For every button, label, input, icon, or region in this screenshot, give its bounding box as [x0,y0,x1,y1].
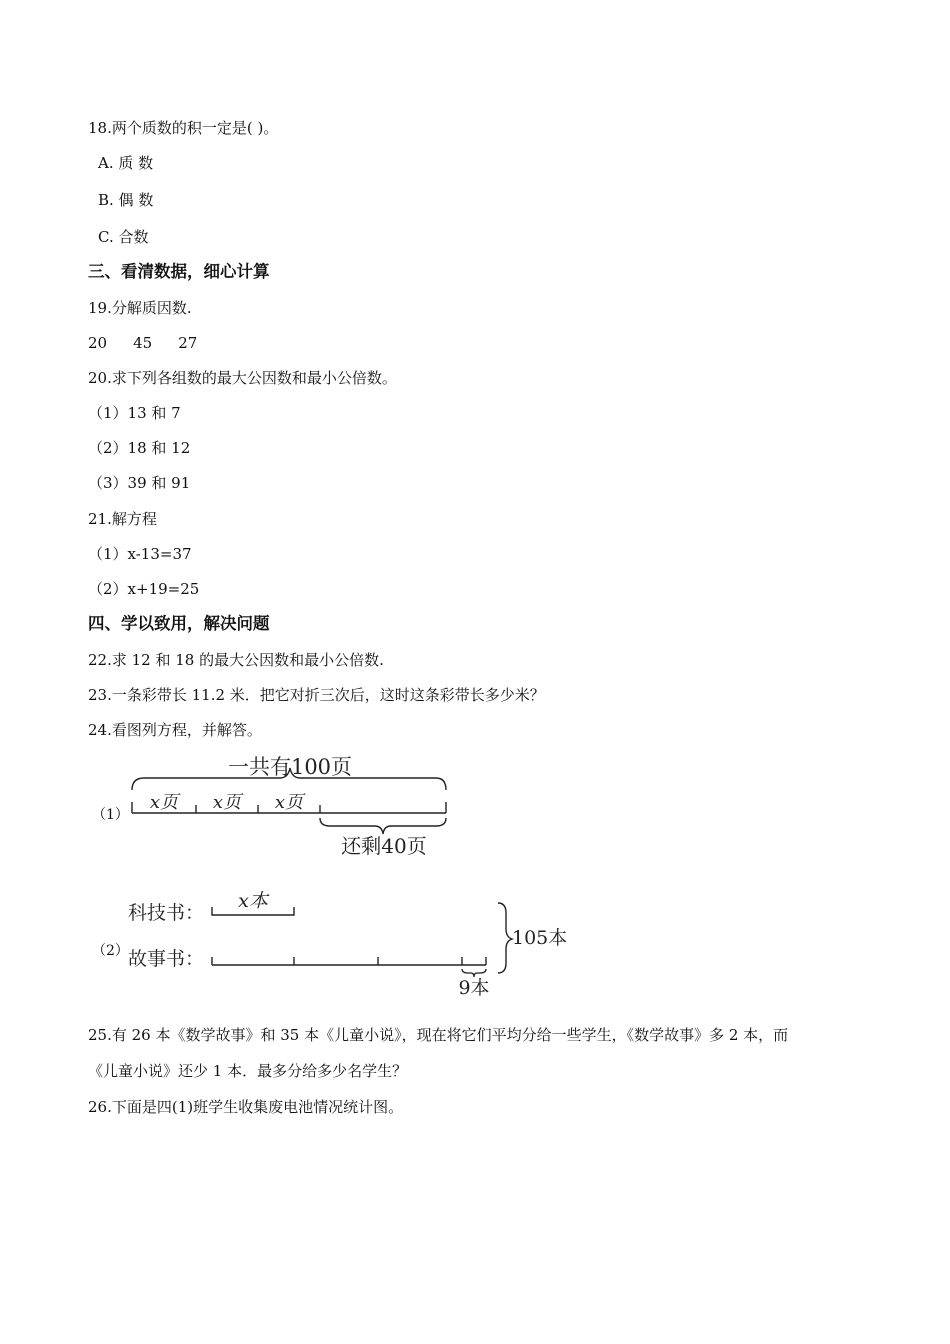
q18-option-c: C. 合数 [98,228,149,246]
q21-item-2: （2）x+19=25 [88,580,200,598]
q19-stem: 19.分解质因数. [88,299,192,317]
q19-number: 45 [133,334,153,352]
segment-label: x页 [274,792,304,813]
row1-value: x本 [238,890,268,912]
diagram-2 [120,885,580,1000]
section-3-title: 三、看清数据，细心计算 [88,262,270,281]
q20-item-3: （3）39 和 91 [88,474,191,492]
total-label: 105本 [512,927,568,949]
q18-stem: 18.两个质数的积一定是( )。 [88,119,279,137]
q19-numbers [88,333,223,353]
diagram-1-label: （1） [92,807,129,823]
q23-stem: 23.一条彩带长 11.2 米．把它对折三次后，这时这条彩带长多少米？ [88,686,545,704]
section-4-title: 四、学以致用，解决问题 [88,614,270,633]
q21-item-1: （1）x-13=37 [88,545,192,563]
q20-stem: 20.求下列各组数的最大公因数和最小公倍数。 [88,369,397,387]
row2-label: 故事书： [128,948,205,970]
row1-label: 科技书： [128,902,205,924]
q18-option-a: A. 质 数 [98,154,154,172]
q19-number: 20 [88,334,108,352]
q19-number: 27 [178,334,198,352]
extra-label: 9本 [458,977,490,999]
q20-item-2: （2）18 和 12 [88,439,191,457]
remaining-label: 还剩40页 [341,834,427,858]
total-brace [498,903,512,973]
q22-stem: 22.求 12 和 18 的最大公因数和最小公倍数. [88,651,384,669]
q20-item-1: （1）13 和 7 [88,404,181,422]
total-label: 一共有100页 [227,755,353,779]
remaining-brace [320,818,446,834]
q25-line-2: 《儿童小说》还少 1 本．最多分给多少名学生？ [88,1062,408,1080]
q26-stem: 26.下面是四(1)班学生收集废电池情况统计图。 [88,1098,404,1116]
q21-stem: 21.解方程 [88,510,157,528]
diagram-1 [120,750,460,860]
extra-brace [462,969,486,977]
segment-label: x页 [149,792,179,813]
segment-label: x页 [212,792,242,813]
q25-line-1: 25.有 26 本《数学故事》和 35 本《儿童小说》，现在将它们平均分给一些学生，《数学故事》多 2 本，而 [88,1026,789,1044]
diagram-2-label: （2） [92,943,129,959]
q18-option-b: B. 偶 数 [98,191,154,209]
q24-stem: 24.看图列方程，并解答。 [88,721,262,739]
